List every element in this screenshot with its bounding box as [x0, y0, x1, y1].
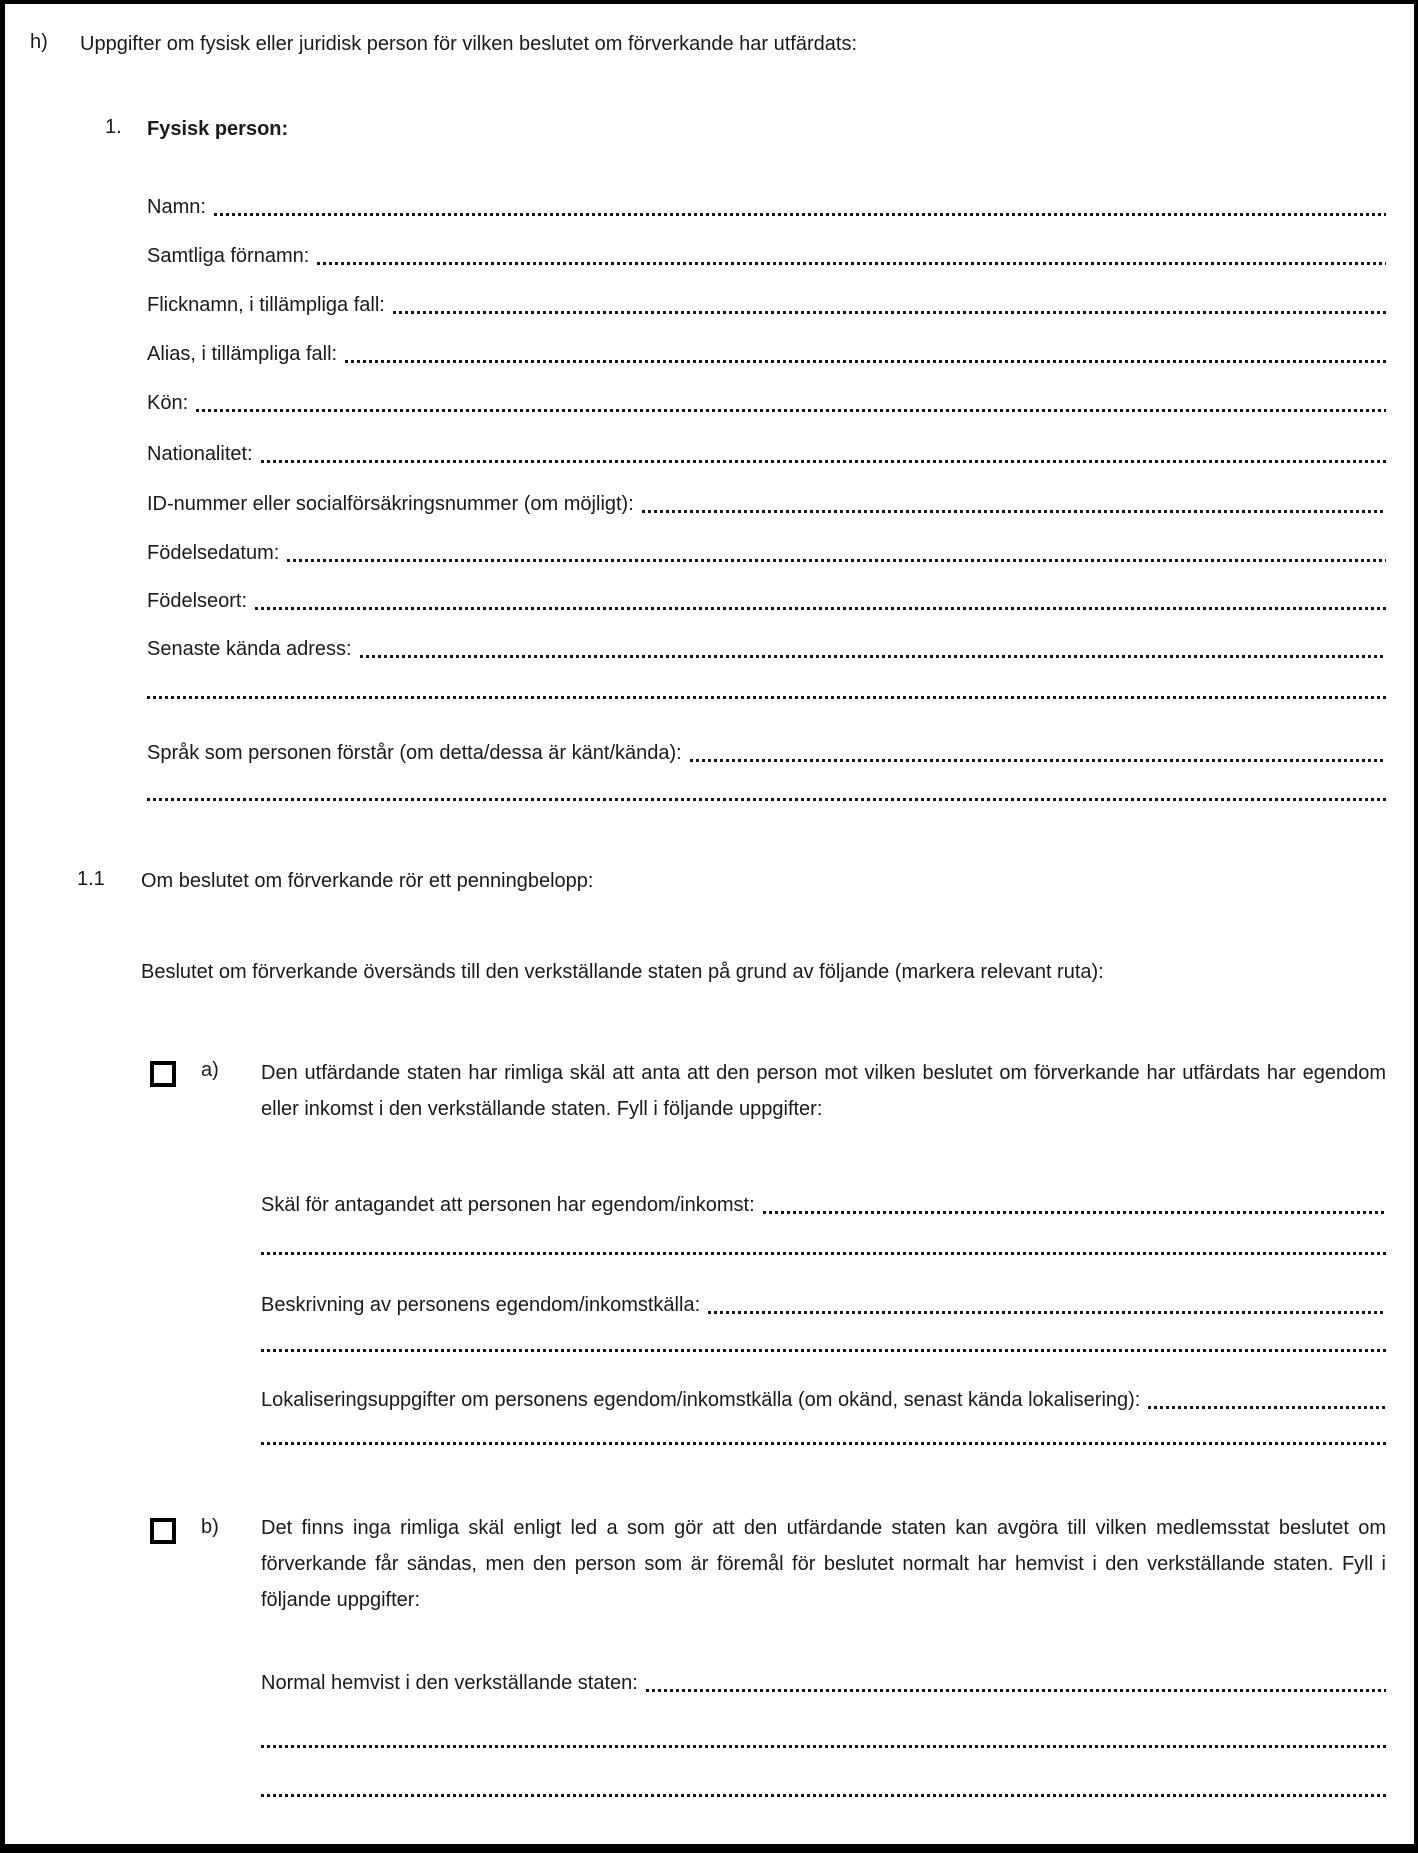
dotted-fill-line[interactable]	[345, 360, 1386, 363]
form-field-row	[261, 1192, 1386, 1218]
field-label-idnummer: ID-nummer eller socialförsäkringsnummer (om möjligt):	[147, 493, 634, 515]
dotted-fill-line[interactable]	[214, 213, 1386, 216]
form-field-row	[147, 243, 1386, 269]
dotted-fill-line[interactable]	[261, 460, 1386, 463]
form-field-row	[147, 636, 1386, 662]
section-1-1-text: Om beslutet om förverkande rör ett penningbelopp:	[141, 870, 594, 892]
option-a-text: Den utfärdande staten har rimliga skäl att anta att den person mot vilken beslutet om förverkande har utfärdats har egendom eller inkomst i den verkställande staten. Fyll i följande uppgifter:	[261, 1062, 1386, 1120]
form-field-row	[147, 740, 1386, 766]
dotted-continuation-line[interactable]	[261, 1442, 1386, 1445]
dotted-fill-line[interactable]	[690, 759, 1386, 762]
field-label-adress: Senaste kända adress:	[147, 638, 352, 660]
form-field-row	[147, 194, 1386, 220]
dotted-fill-line[interactable]	[317, 262, 1386, 265]
dotted-continuation-line[interactable]	[261, 1745, 1386, 1748]
section-1-title: Fysisk person:	[147, 118, 289, 140]
option-a-checkbox[interactable]	[150, 1061, 176, 1087]
dotted-fill-line[interactable]	[255, 607, 1386, 610]
form-field-row	[261, 1387, 1386, 1413]
section-h-marker: h)	[30, 31, 48, 53]
section-1-marker: 1.	[105, 116, 122, 138]
dotted-fill-line[interactable]	[642, 510, 1386, 513]
dotted-continuation-line[interactable]	[147, 696, 1386, 699]
dotted-fill-line[interactable]	[360, 655, 1386, 658]
field-label-skal: Skäl för antagandet att personen har egendom/inkomst:	[261, 1194, 755, 1216]
dotted-fill-line[interactable]	[196, 409, 1386, 412]
dotted-continuation-line[interactable]	[261, 1252, 1386, 1255]
field-label-lokalisering: Lokaliseringsuppgifter om personens egendom/inkomstkälla (om okänd, senast kända lokalisering):	[261, 1389, 1141, 1411]
option-b-checkbox[interactable]	[150, 1518, 176, 1544]
field-label-sprak: Språk som personen förstår (om detta/dessa är känt/kända):	[147, 742, 682, 764]
form-field-row	[147, 491, 1386, 517]
form-field-row	[147, 292, 1386, 318]
form-field-row	[261, 1292, 1386, 1318]
field-label-beskrivning: Beskrivning av personens egendom/inkomstkälla:	[261, 1294, 701, 1316]
form-field-row	[147, 341, 1386, 367]
field-label-fodelseort: Födelseort:	[147, 590, 248, 612]
dotted-fill-line[interactable]	[708, 1311, 1386, 1314]
dotted-continuation-line[interactable]	[261, 1794, 1386, 1797]
section-h-text: Uppgifter om fysisk eller juridisk person för vilken beslutet om förverkande har utfärdats:	[80, 33, 858, 55]
form-field-row	[147, 441, 1386, 467]
field-label-kon: Kön:	[147, 392, 189, 414]
dotted-fill-line[interactable]	[393, 311, 1386, 314]
dotted-continuation-line[interactable]	[261, 1349, 1386, 1352]
dotted-fill-line[interactable]	[646, 1689, 1386, 1692]
form-field-row	[261, 1670, 1386, 1696]
field-label-hemvist: Normal hemvist i den verkställande staten:	[261, 1672, 638, 1694]
option-b-text: Det finns inga rimliga skäl enligt led a som gör att den utfärdande staten kan avgöra till vilken medlemsstat beslutet om förverkande får sändas, men den person som är föremål för beslutet normalt har hemvist i den verkställande staten. Fyll i följande uppgifter:	[261, 1517, 1386, 1611]
field-label-alias: Alias, i tillämpliga fall:	[147, 343, 338, 365]
form-field-row	[147, 390, 1386, 416]
form-field-row	[147, 540, 1386, 566]
field-label-fornamn: Samtliga förnamn:	[147, 245, 310, 267]
dotted-fill-line[interactable]	[287, 559, 1386, 562]
field-label-namn: Namn:	[147, 196, 206, 218]
dotted-fill-line[interactable]	[1148, 1406, 1386, 1409]
section-1-1-marker: 1.1	[77, 868, 105, 890]
field-label-nationalitet: Nationalitet:	[147, 443, 253, 465]
transmission-grounds-intro: Beslutet om förverkande översänds till den verkställande staten på grund av följande (markera relevant ruta):	[141, 961, 1104, 983]
dotted-continuation-line[interactable]	[147, 798, 1386, 801]
field-label-flicknamn: Flicknamn, i tillämpliga fall:	[147, 294, 385, 316]
option-a-marker: a)	[201, 1059, 219, 1081]
field-label-fodelsedatum: Födelsedatum:	[147, 542, 280, 564]
option-b-marker: b)	[201, 1516, 219, 1538]
dotted-fill-line[interactable]	[763, 1211, 1386, 1214]
form-field-row	[147, 588, 1386, 614]
